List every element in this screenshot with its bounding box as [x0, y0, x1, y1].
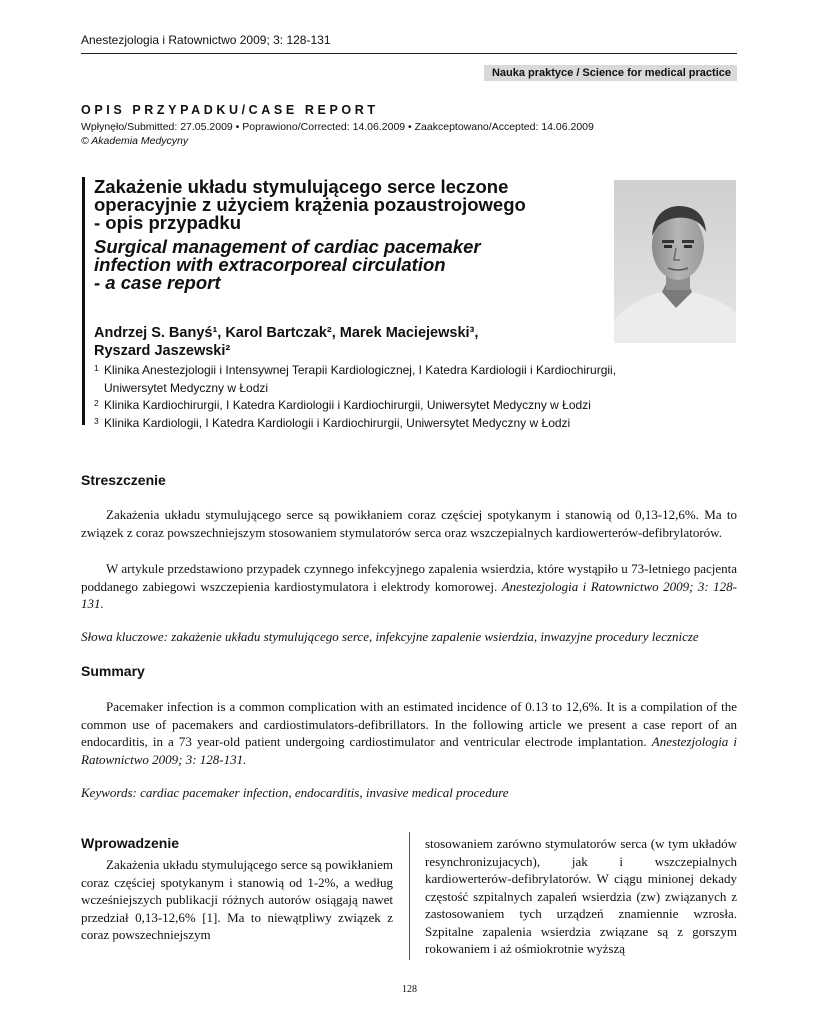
affiliation-number: 2 — [94, 398, 99, 408]
page-number: 128 — [402, 984, 417, 995]
affiliation-text: Klinika Kardiologii, I Katedra Kardiologii i Kardiochirurgii, Uniwersytet Medyczny w Łodzi — [104, 415, 571, 430]
abstract-polish-paragraph — [81, 560, 737, 613]
title-english — [94, 238, 614, 292]
title-polish-line: - opis przypadku — [94, 212, 241, 233]
affiliation-text: Klinika Anestezjologii i Intensywnej Terapii Kardiologicznej, I Katedra Kardiologii i Kardiochirurgii, — [104, 363, 617, 377]
affiliation-number: 1 — [94, 363, 99, 373]
affiliation-number: 3 — [94, 415, 99, 426]
title-english-line: infection with extracorporeal circulation — [94, 254, 446, 275]
keywords-polish: Słowa kluczowe: zakażenie układu stymulującego serce, infekcyjne zapalenie wsierdzia, inwazyjne procedury lecznicze — [81, 629, 699, 644]
summary-text: Pacemaker infection is a common complication with an estimated incidence of 0.13 to 12,6%. It is a compilation of the common use of pacemakers and cardiostimulators-defibrillators. In the following article we present a case report of an endocarditis, in a 73 year-old patient undergoing cardiostimulator and ventricular electrode implantation. — [81, 699, 737, 749]
title-english-line: - a case report — [94, 272, 221, 293]
column-divider — [409, 832, 410, 960]
title-polish-line: Zakażenie układu stymulującego serce leczone — [94, 176, 509, 197]
title-polish — [94, 178, 614, 232]
section-heading-wprowadzenie: Wprowadzenie — [81, 835, 180, 851]
author-portrait-image — [614, 180, 736, 343]
title-polish-line: operacyjnie z użyciem krążenia pozaustrojowego — [94, 194, 526, 215]
article-type-label: OPIS PRZYPADKU/CASE REPORT — [81, 103, 379, 117]
author-names-line: Ryszard Jaszewski² — [94, 343, 231, 359]
title-english-line: Surgical management of cardiac pacemaker — [94, 236, 481, 257]
copyright-notice: © Akademia Medycyny — [81, 135, 189, 147]
abstract-text: W artykule przedstawiono przypadek czynnego infekcyjnego zapalenia wsierdzia, które wystąpiło u 73-letniego pacjenta poddanego zabiegowi wszczepienia kardiostymulatora i elektrody komorowej. — [81, 561, 737, 594]
abstract-polish-paragraph: Zakażenia układu stymulującego serce są powikłaniem coraz częściej spotykanym i stanowią od 0,13-12,6%. Ma to związek z coraz powszechniejszym stosowaniem stymulatorów serca oraz wszczepialnych kardiowerterów-defibrylatorów. — [81, 507, 737, 540]
introduction-right-column: stosowaniem zarówno stymulatorów serca (w tym układów resynchronizujacych), jak i wszczepialnych kardiowerterów-defibrylatorów. W ciągu minionej dekady częstość szpitalnych zapaleń wsierdzia (zw) związanych z zastosowaniem tych urządzeń znamiennie wzrosła. Szpitalne zapalenia wsierdzia związane są z gorszym rokowaniem i aż ośmiokrotnie wyższą — [425, 836, 737, 956]
affiliation-text: Uniwersytet Medyczny w Łodzi — [104, 380, 269, 395]
affiliations — [94, 362, 694, 432]
section-heading-streszczenie: Streszczenie — [81, 472, 166, 488]
affiliation-item — [94, 397, 694, 415]
title-accent-bar — [82, 177, 85, 425]
affiliation-text: Klinika Kardiochirurgii, I Katedra Kardiologii i Kardiochirurgii, Uniwersytet Medyczny w Łodzi — [104, 398, 591, 412]
section-badge: Nauka praktyce / Science for medical practice — [484, 65, 737, 81]
affiliation-item — [94, 362, 694, 397]
keywords-english: Keywords: cardiac pacemaker infection, endocarditis, invasive medical procedure — [81, 785, 509, 800]
header-rule — [81, 53, 737, 54]
summary-citation: Anestezjologia i Ratownictwo 2009; 3: 128-131. — [81, 734, 737, 767]
abstract-citation: Anestezjologia i Ratownictwo 2009; 3: 128-131. — [81, 578, 737, 611]
author-names-line: Andrzej S. Banyś¹, Karol Bartczak², Marek Maciejewski³, — [94, 325, 479, 341]
journal-citation-header: Anestezjologia i Ratownictwo 2009; 3: 128-131 — [81, 33, 331, 47]
author-portrait-photo — [614, 180, 736, 343]
section-heading-summary: Summary — [81, 663, 145, 679]
submission-dates: Wpłynęło/Submitted: 27.05.2009 • Poprawiono/Corrected: 14.06.2009 • Zaakceptowano/Accepted: 14.06.2009 — [81, 121, 594, 133]
introduction-left-column: Zakażenia układu stymulującego serce są powikłaniem coraz częściej spotykanym i stanowią od 1-2%, a według wcześniejszych publikacji różnych autorów osiągają nawet przedział 0,13-12,6% [1]. Ma to niewątpliwy związek z coraz powszechniejszym — [81, 857, 393, 942]
summary-english-paragraph — [81, 698, 737, 768]
affiliation-item — [94, 415, 694, 433]
author-list — [94, 324, 614, 360]
